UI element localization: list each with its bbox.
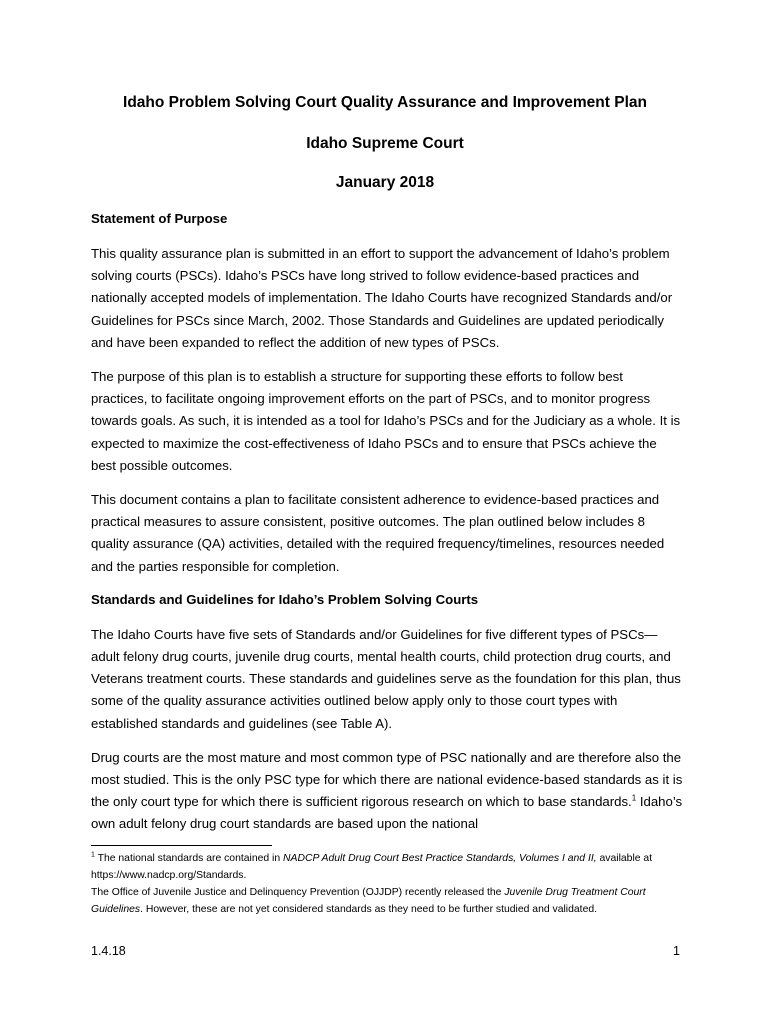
footnote-text: The national standards are contained in <box>94 853 284 864</box>
section-heading-purpose: Statement of Purpose <box>91 211 228 226</box>
footnote-text: . However, these are not yet considered standards as they need to be further studied and validated. <box>140 904 598 915</box>
footnote-reference[interactable]: 1 <box>631 793 637 803</box>
page-number: 1 <box>673 944 680 958</box>
footnote-line-1 <box>91 850 683 884</box>
footnote-marker: 1 <box>91 851 95 859</box>
footnote-line-2 <box>91 884 683 918</box>
footnote-text: The Office of Juvenile Justice and Delinquency Prevention (OJJDP) recently released the <box>91 887 505 898</box>
footnote <box>91 850 683 918</box>
footnote-citation-title: Juvenile Drug Treatment Court Guidelines <box>91 887 646 915</box>
document-title: Idaho Problem Solving Court Quality Assurance and Improvement Plan <box>123 94 647 111</box>
paragraph-5-end: Idaho’s own adult felony drug court standards are based upon the national <box>91 794 683 832</box>
paragraph-2: The purpose of this plan is to establish a structure for supporting these efforts to follow best practices, to facilitate ongoing improvement efforts on the part of PSCs, and to monitor progress towards goals. As such, it is intended as a tool for Idaho’s PSCs and for the Judiciary as a whole. It is expected to maximize the cost-effectiveness of Idaho PSCs and to ensure that PSCs achieve the best possible outcomes. <box>91 369 681 473</box>
document-subtitle: Idaho Supreme Court <box>306 135 464 152</box>
paragraph-4: The Idaho Courts have five sets of Standards and/or Guidelines for five different types of PSCs—adult felony drug courts, juvenile drug courts, mental health courts, child protection drug courts, and Veterans treatment courts. These standards and guidelines serve as the foundation for this plan, thus some of the quality assurance activities outlined below apply only to those court types with established standards and guidelines (see Table A). <box>91 626 681 731</box>
footnote-separator <box>91 845 272 846</box>
paragraph-5 <box>91 747 683 836</box>
document-date: January 2018 <box>335 174 435 191</box>
document-body <box>91 209 683 848</box>
section-heading-standards: Standards and Guidelines for Idaho’s Problem Solving Courts <box>91 591 479 607</box>
footnote-citation-title: NADCP Adult Drug Court Best Practice Standards, Volumes I and II, <box>283 853 597 864</box>
paragraph-1: This quality assurance plan is submitted in an effort to support the advancement of Idaho’s problem solving courts (PSCs). Idaho’s PSCs have long strived to follow evidence-based practices and nationally accepted models of implementation. The Idaho Courts have recognized Standards and/or Guidelines for PSCs since March, 2002. Those Standards and Guidelines are updated periodically and have been expanded to reflect the addition of new types of PSCs. <box>91 246 673 350</box>
paragraph-3: This document contains a plan to facilitate consistent adherence to evidence-based practices and practical measures to assure consistent, positive outcomes. The plan outlined below includes 8 quality assurance (QA) activities, detailed with the required frequency/timelines, resources needed and the parties responsible for completion. <box>91 492 665 574</box>
footer-date: 1.4.18 <box>91 944 126 958</box>
footnote-text: available at https://www.nadcp.org/Standards. <box>91 853 653 881</box>
paragraph-5-start: Drug courts are the most mature and most common type of PSC nationally and are therefore also the most studied. This is the only PSC type for which there are national evidence-based standards as it is the only court type for which there is sufficient rigorous research on which to base standards. <box>91 749 683 810</box>
